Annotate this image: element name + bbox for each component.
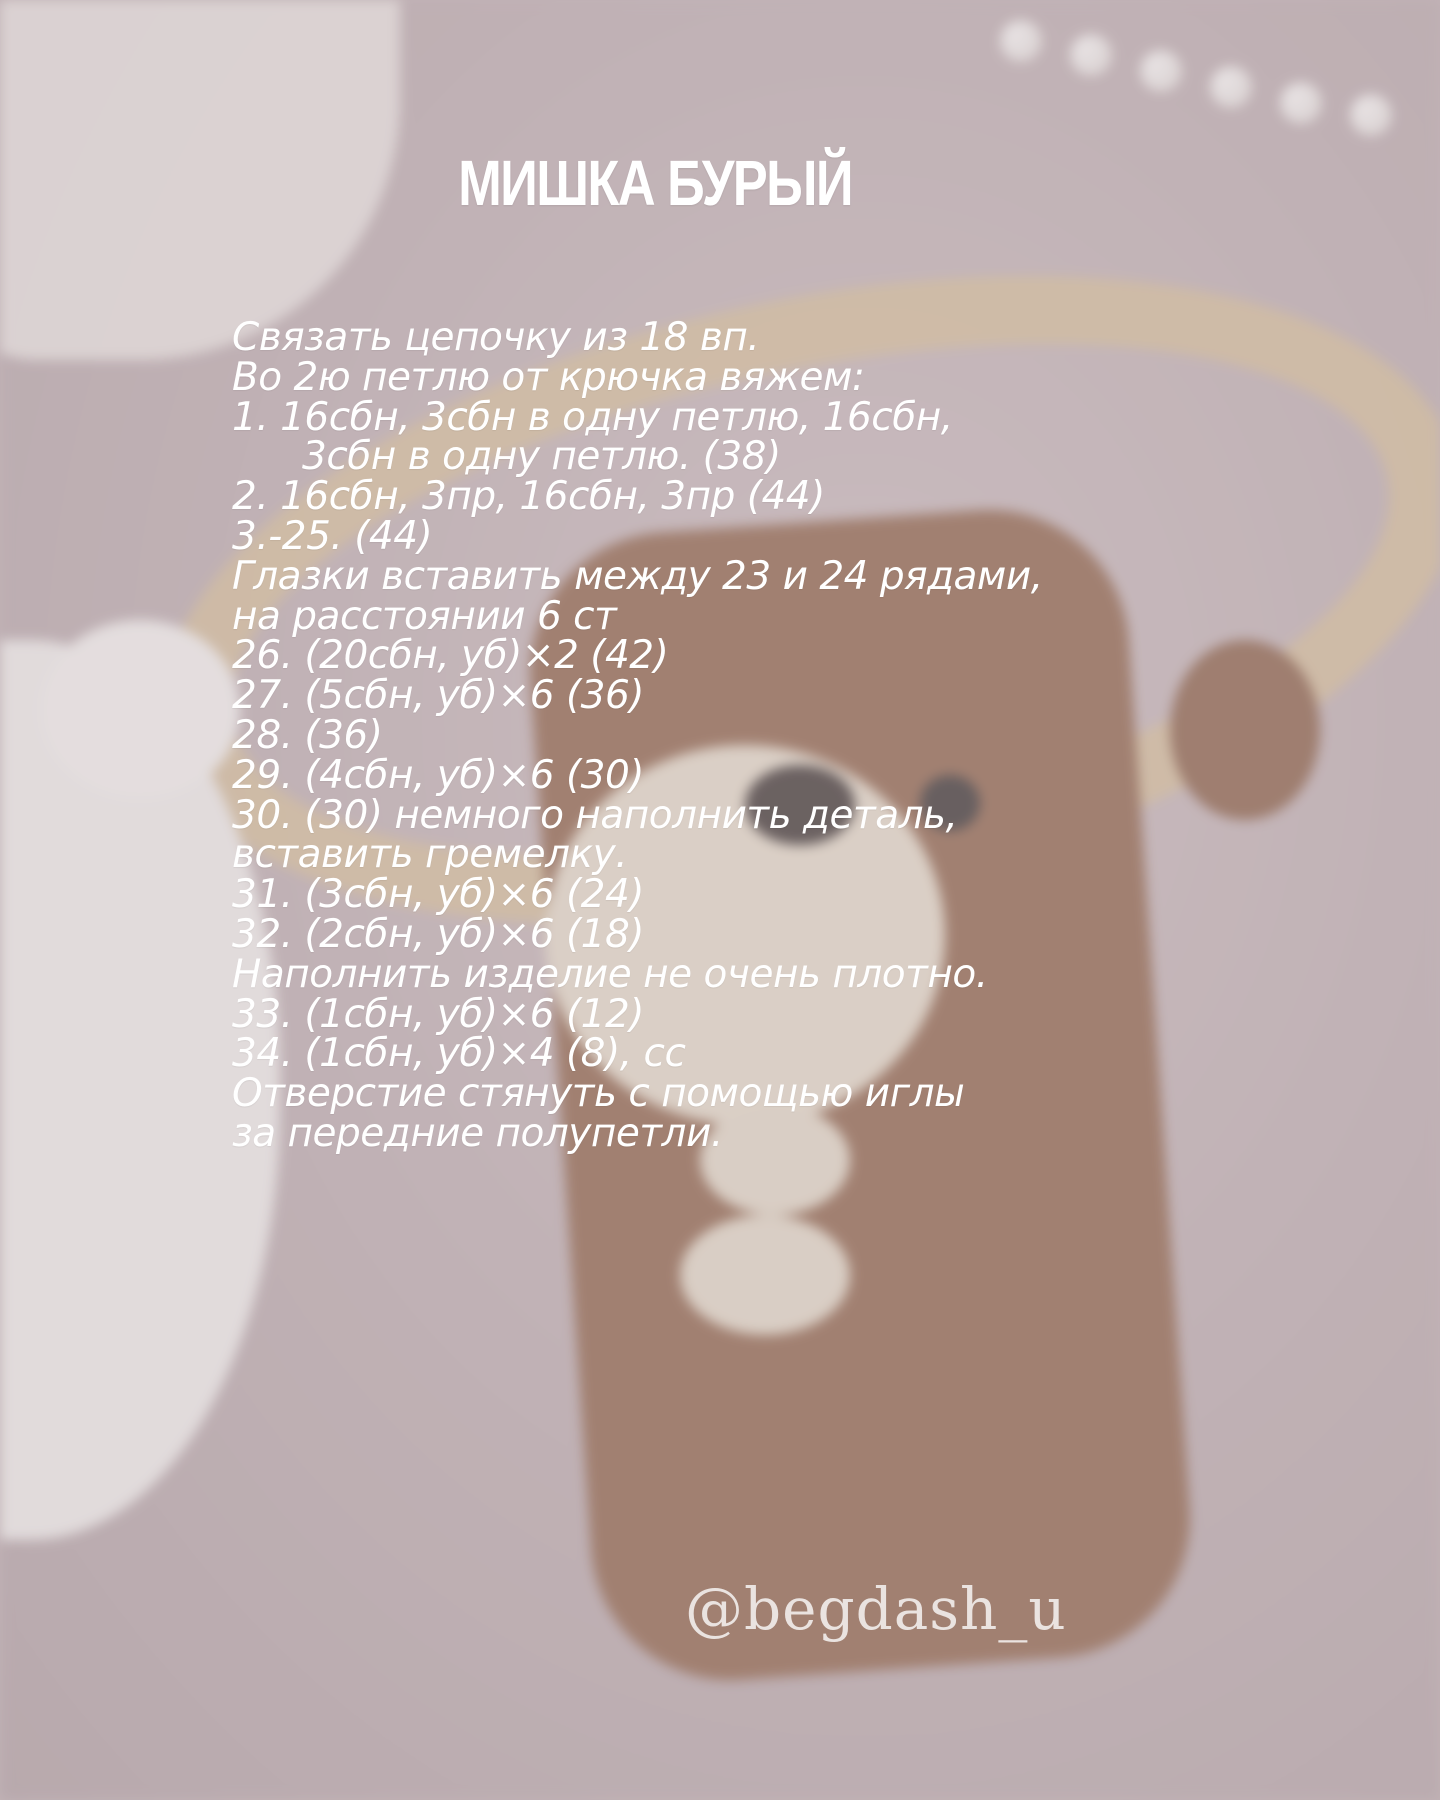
instruction-line: Глазки вставить между 23 и 24 рядами, [232, 553, 1043, 599]
instruction-line: 30. (30) немного наполнить деталь, [232, 792, 958, 838]
pattern-title: МИШКА БУРЫЙ [458, 147, 852, 219]
instruction-line: 34. (1сбн, уб)×4 (8), сс [232, 1031, 686, 1077]
instruction-line: Отверстие стянуть с помощью иглы [232, 1071, 965, 1117]
author-handle: @begdash_u [685, 1575, 1067, 1643]
instruction-line: 28. (36) [232, 712, 383, 758]
instruction-line: 29. (4сбн, уб)×6 (30) [232, 752, 645, 798]
instruction-line: 31. (3сбн, уб)×6 (24) [232, 872, 645, 918]
instruction-line: Связать цепочку из 18 вп. [232, 315, 760, 360]
instruction-line: 2. 16сбн, 3пр, 16сбн, 3пр (44) [232, 474, 825, 520]
instruction-line: 1. 16сбн, 3сбн в одну петлю, 16сбн, [232, 394, 953, 440]
instruction-line: 3сбн в одну петлю. (38) [302, 434, 781, 480]
instruction-line: на расстоянии 6 ст [232, 593, 617, 639]
instruction-line: 27. (5сбн, уб)×6 (36) [232, 673, 645, 719]
instruction-line: 3.-25. (44) [232, 513, 433, 559]
instruction-line: Наполнить изделие не очень плотно. [232, 951, 988, 997]
instruction-line: вставить гремелку. [232, 832, 628, 878]
instruction-line: за передние полупетли. [232, 1110, 723, 1156]
pattern-instructions [232, 315, 1232, 1156]
instruction-line: 32. (2сбн, уб)×6 (18) [232, 911, 645, 957]
instruction-line: Во 2ю петлю от крючка вяжем: [232, 354, 865, 400]
instruction-line: 26. (20сбн, уб)×2 (42) [232, 633, 669, 679]
instruction-line: 33. (1сбн, уб)×6 (12) [232, 991, 645, 1037]
